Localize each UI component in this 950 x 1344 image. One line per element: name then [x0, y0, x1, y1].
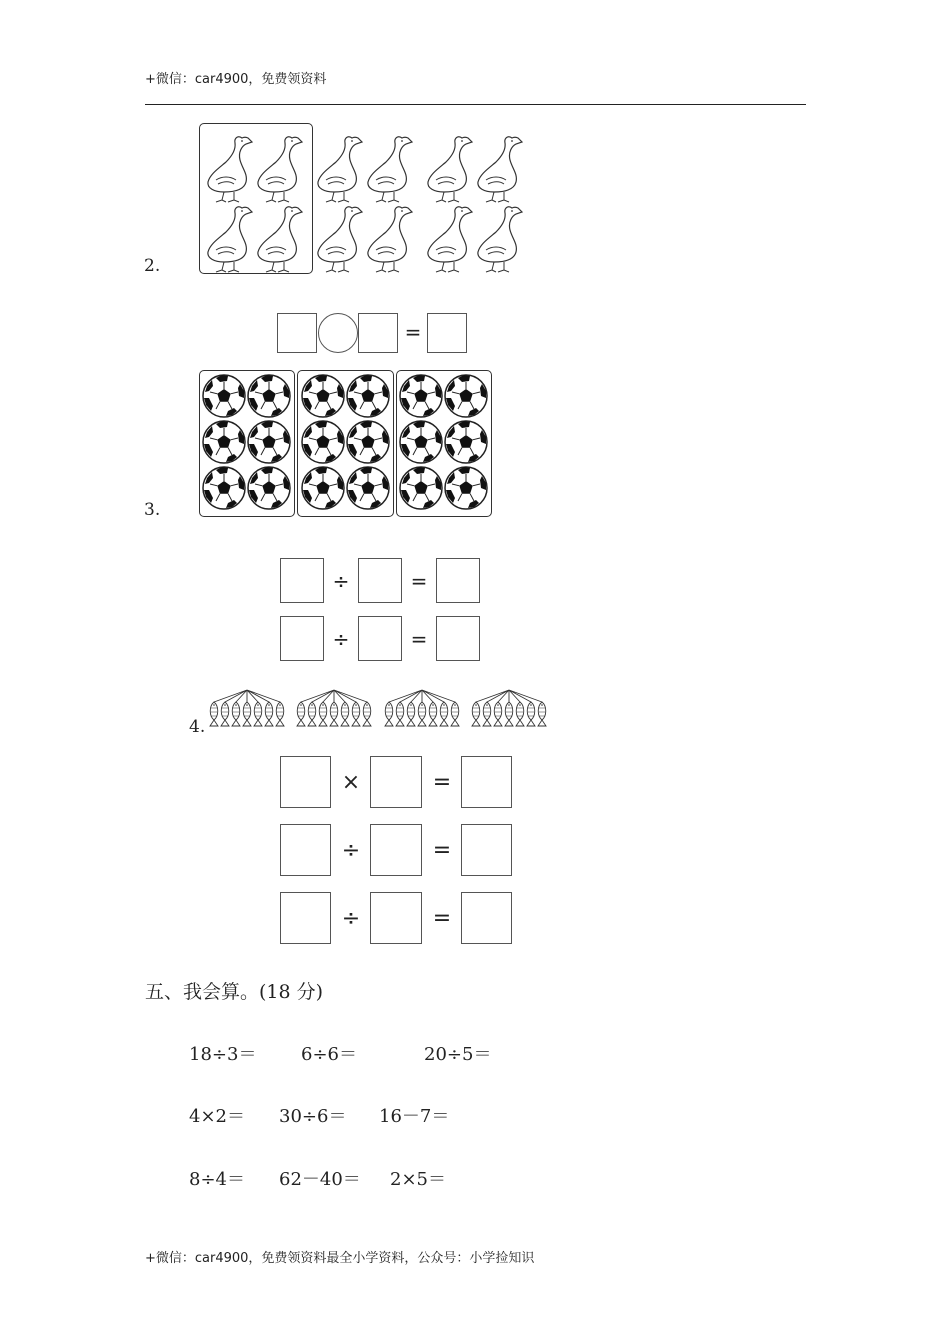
calc-row2-item3: 16－7＝ — [379, 1106, 450, 1127]
q4-row3-box-1[interactable] — [280, 892, 331, 944]
q3-row1-equals-sign: = — [410, 569, 428, 593]
section-5-title: 五、我会算。(18 分) — [145, 981, 324, 1003]
q2-operator-circle[interactable] — [318, 313, 358, 353]
q4-row3-box-3[interactable] — [461, 892, 512, 944]
q2-answer-box-1[interactable] — [277, 313, 317, 353]
q3-row2-box-2[interactable] — [358, 616, 402, 661]
q2-answer-box-3[interactable] — [427, 313, 467, 353]
page-header: +微信：car4900，免费领资料 — [145, 72, 327, 87]
q4-row1-box-2[interactable] — [370, 756, 422, 808]
calc-row3-item2: 62－40＝ — [279, 1169, 361, 1190]
soccer-ball-picture — [199, 370, 492, 517]
page-footer: +微信：car4900，免费领资料最全小学资料，公众号：小学捡知识 — [145, 1251, 535, 1266]
fish-bunches-picture — [208, 688, 558, 740]
calc-row2-item2: 30÷6＝ — [279, 1106, 347, 1127]
calc-row1-item2: 6÷6＝ — [301, 1044, 357, 1065]
q3-row2-box-1[interactable] — [280, 616, 324, 661]
q4-row3-box-2[interactable] — [370, 892, 422, 944]
q4-row2-divide-sign: ÷ — [341, 838, 361, 863]
q4-row2-equals-sign: = — [432, 838, 452, 863]
q4-row2-box-1[interactable] — [280, 824, 331, 876]
calc-row2-item1: 4×2＝ — [189, 1106, 245, 1127]
header-rule — [145, 104, 806, 105]
q4-row3-divide-sign: ÷ — [341, 906, 361, 931]
q2-answer-box-2[interactable] — [358, 313, 398, 353]
calc-row3-item3: 2×5＝ — [390, 1169, 446, 1190]
question-2-number: 2. — [144, 256, 161, 276]
calc-row3-item1: 8÷4＝ — [189, 1169, 245, 1190]
calc-row1-item3: 20÷5＝ — [424, 1044, 492, 1065]
q4-row3-equals-sign: = — [432, 906, 452, 931]
q4-row2-box-3[interactable] — [461, 824, 512, 876]
q3-row2-equals-sign: = — [410, 627, 428, 651]
question-3-number: 3. — [144, 500, 161, 520]
q4-row1-times-sign: × — [341, 770, 361, 795]
calc-row1-item1: 18÷3＝ — [189, 1044, 257, 1065]
question-4-number: 4. — [189, 717, 206, 737]
q3-row1-divide-sign: ÷ — [332, 569, 350, 593]
q3-row1-box-1[interactable] — [280, 558, 324, 603]
q4-row1-box-1[interactable] — [280, 756, 331, 808]
q4-row2-box-2[interactable] — [370, 824, 422, 876]
q3-row2-divide-sign: ÷ — [332, 627, 350, 651]
goose-picture — [200, 128, 530, 274]
q3-row1-box-2[interactable] — [358, 558, 402, 603]
q4-row1-equals-sign: = — [432, 770, 452, 795]
q4-row1-box-3[interactable] — [461, 756, 512, 808]
q3-row2-box-3[interactable] — [436, 616, 480, 661]
q2-equals-sign: = — [404, 320, 422, 344]
q3-row1-box-3[interactable] — [436, 558, 480, 603]
